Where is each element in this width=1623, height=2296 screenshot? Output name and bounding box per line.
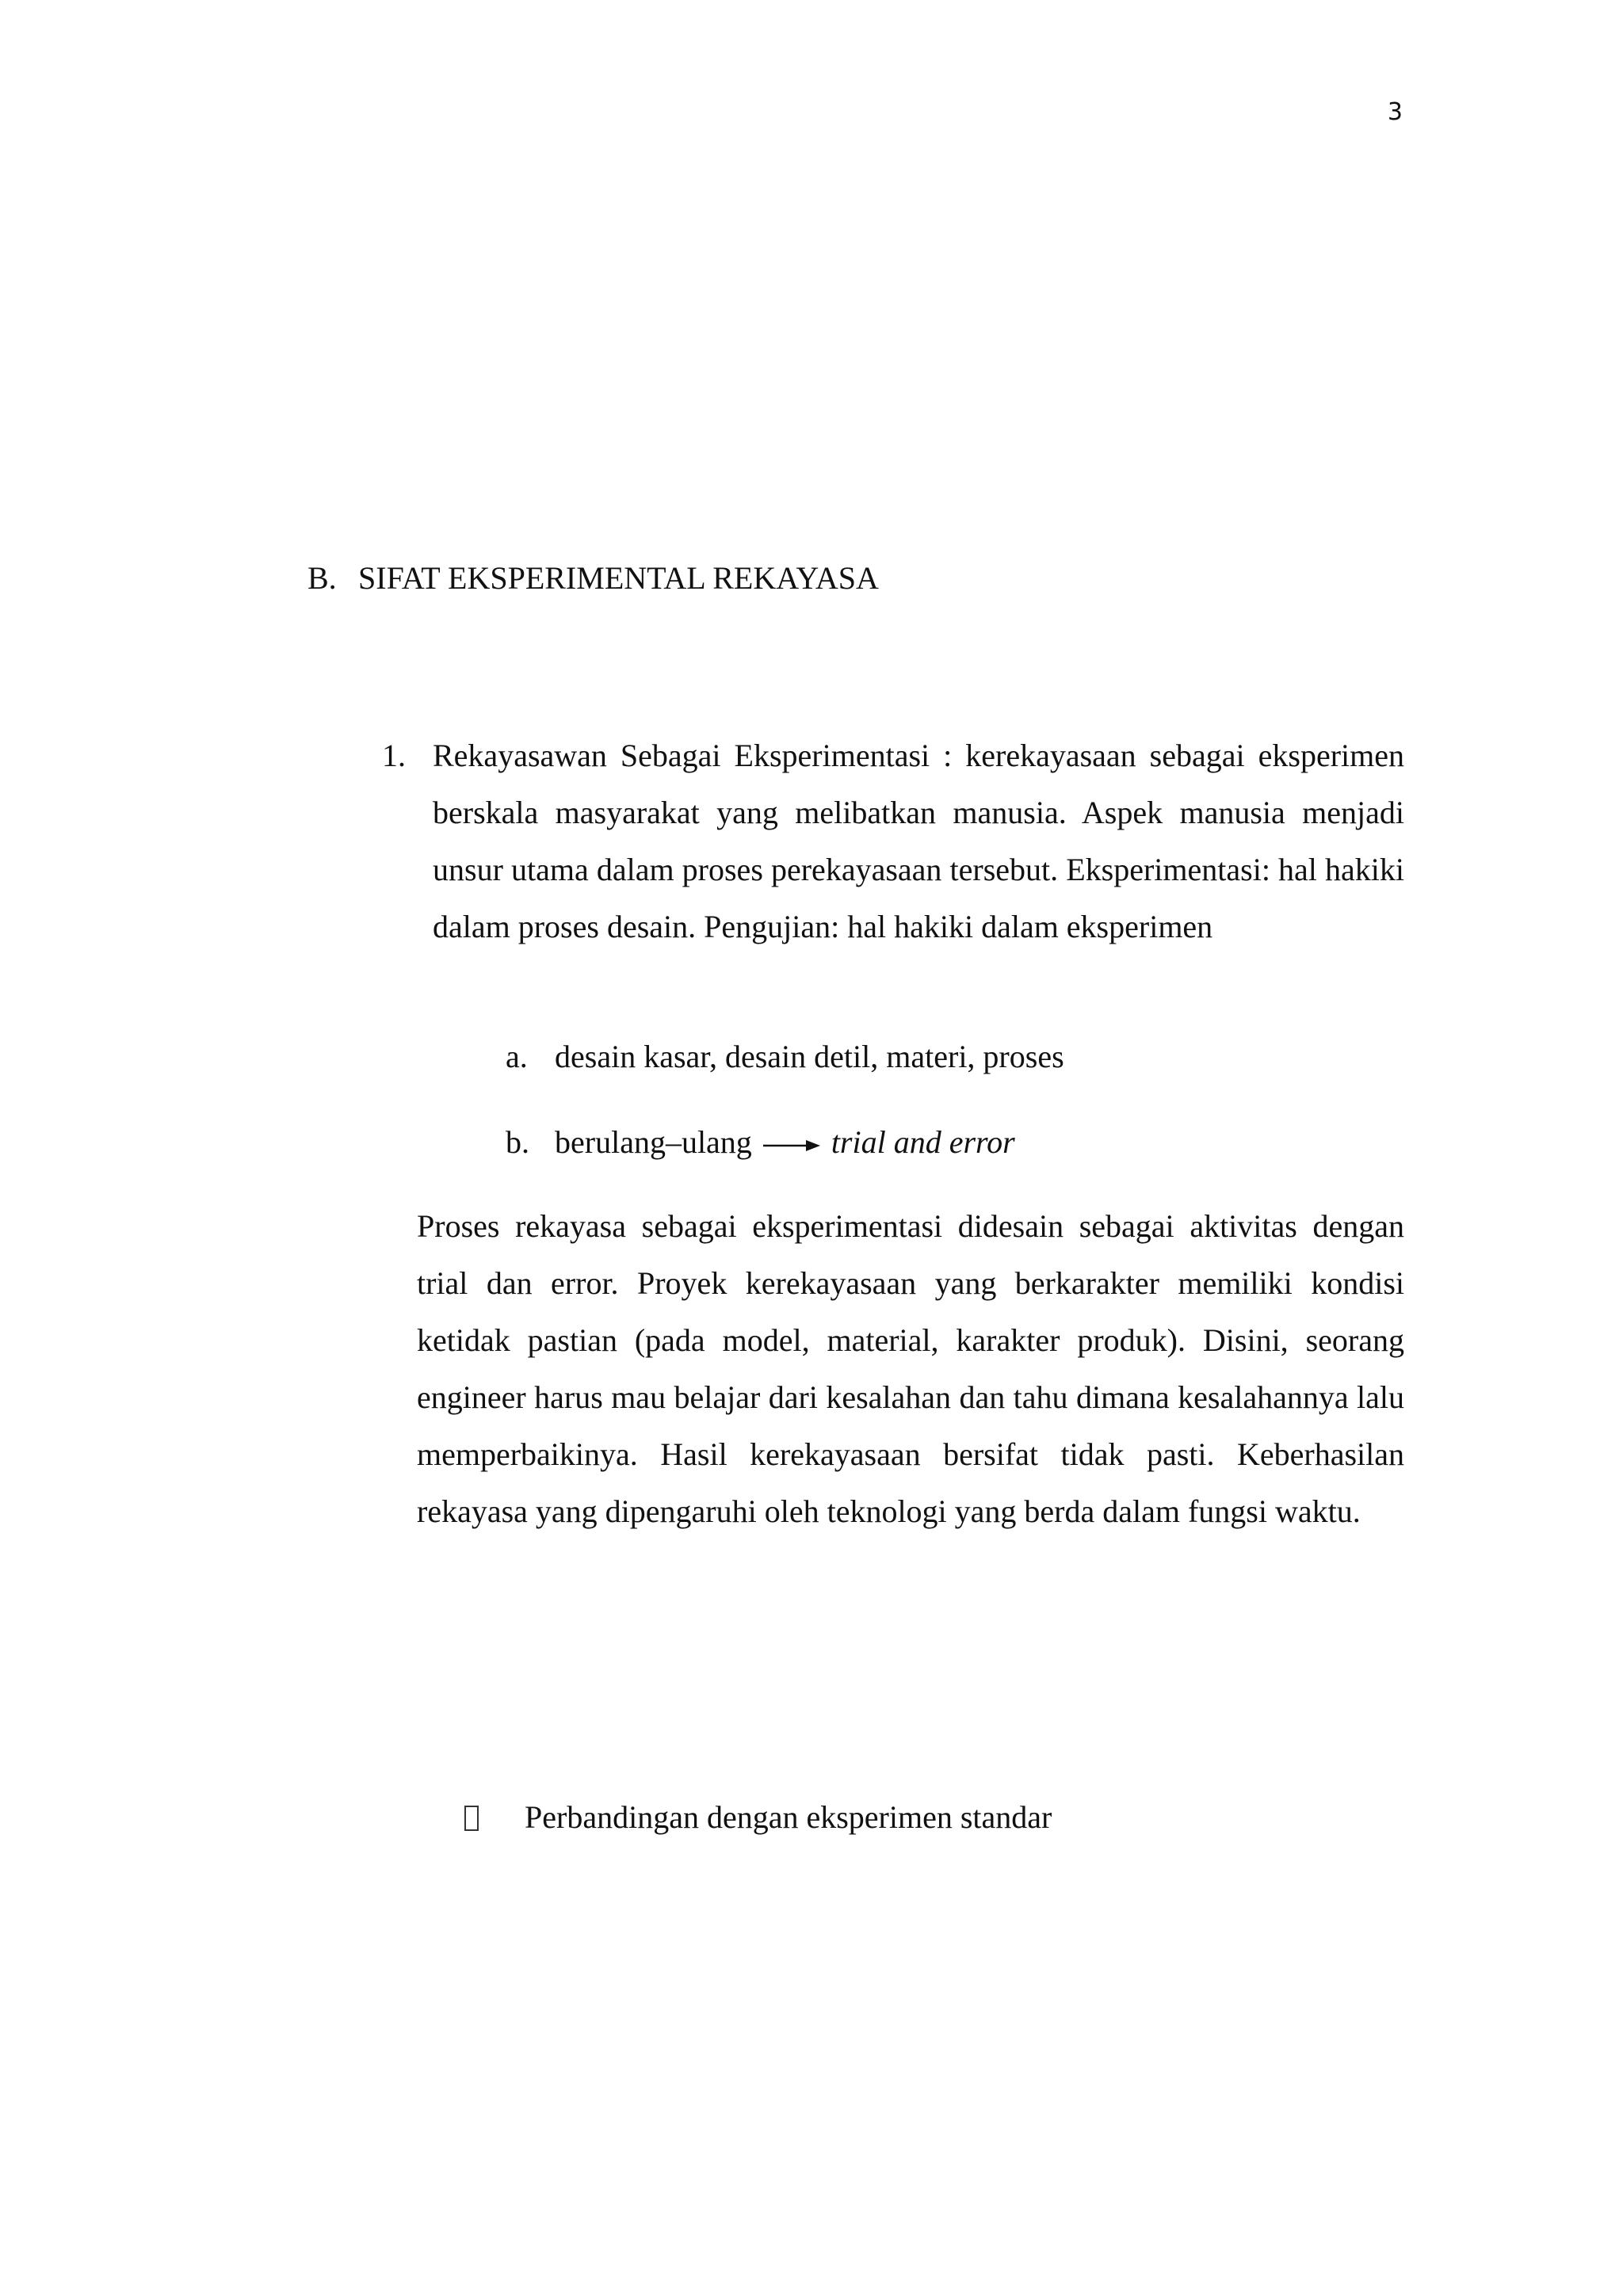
- sub-item-a: [506, 1038, 1064, 1075]
- sub-item-b: [506, 1123, 1015, 1161]
- sub-item-text: berulang–ulang: [555, 1124, 752, 1160]
- missing-glyph-bullet-icon: [464, 1806, 479, 1831]
- bullet-text: Perbandingan dengan eksperimen standar: [525, 1799, 1052, 1835]
- section-heading: [307, 559, 879, 597]
- page-number: 3: [1387, 98, 1403, 126]
- sub-item-text: desain kasar, desain detil, materi, proses: [555, 1039, 1064, 1074]
- right-arrow-icon: [763, 1138, 820, 1154]
- list-item-number: 1.: [382, 738, 406, 773]
- bullet-item: [464, 1798, 1052, 1836]
- trial-and-error-text: trial and error: [831, 1124, 1015, 1160]
- section-title: SIFAT EKSPERIMENTAL REKAYASA: [358, 560, 879, 596]
- section-marker: B.: [307, 560, 337, 596]
- sub-item-letter: b.: [506, 1124, 529, 1160]
- sub-item-letter: a.: [506, 1039, 528, 1074]
- list-item-text: Rekayasawan Sebagai Eksperimentasi : kerekayasaan sebagai eksperimen berskala masyarakat yang melibatkan manusia. Aspek manusia menjadi unsur utama dalam proses perekayasaan tersebut. Eksperimentasi: hal hakiki dalam proses desain. Pengujian: hal hakiki dalam eksperimen: [433, 738, 1404, 944]
- body-paragraph: Proses rekayasa sebagai eksperimentasi didesain sebagai aktivitas dengan trial dan error. Proyek kerekayasaan yang berkarakter memiliki kondisi ketidak pastian (pada model, material, karakter produk). Disini, seorang engineer harus mau belajar dari kesalahan dan tahu dimana kesalahannya lalu memperbaikinya. Hasil kerekayasaan bersifat tidak pasti. Keberhasilan rekayasa yang dipengaruhi oleh teknologi yang berda dalam fungsi waktu.: [417, 1208, 1404, 1529]
- numbered-list-item: [382, 727, 1404, 955]
